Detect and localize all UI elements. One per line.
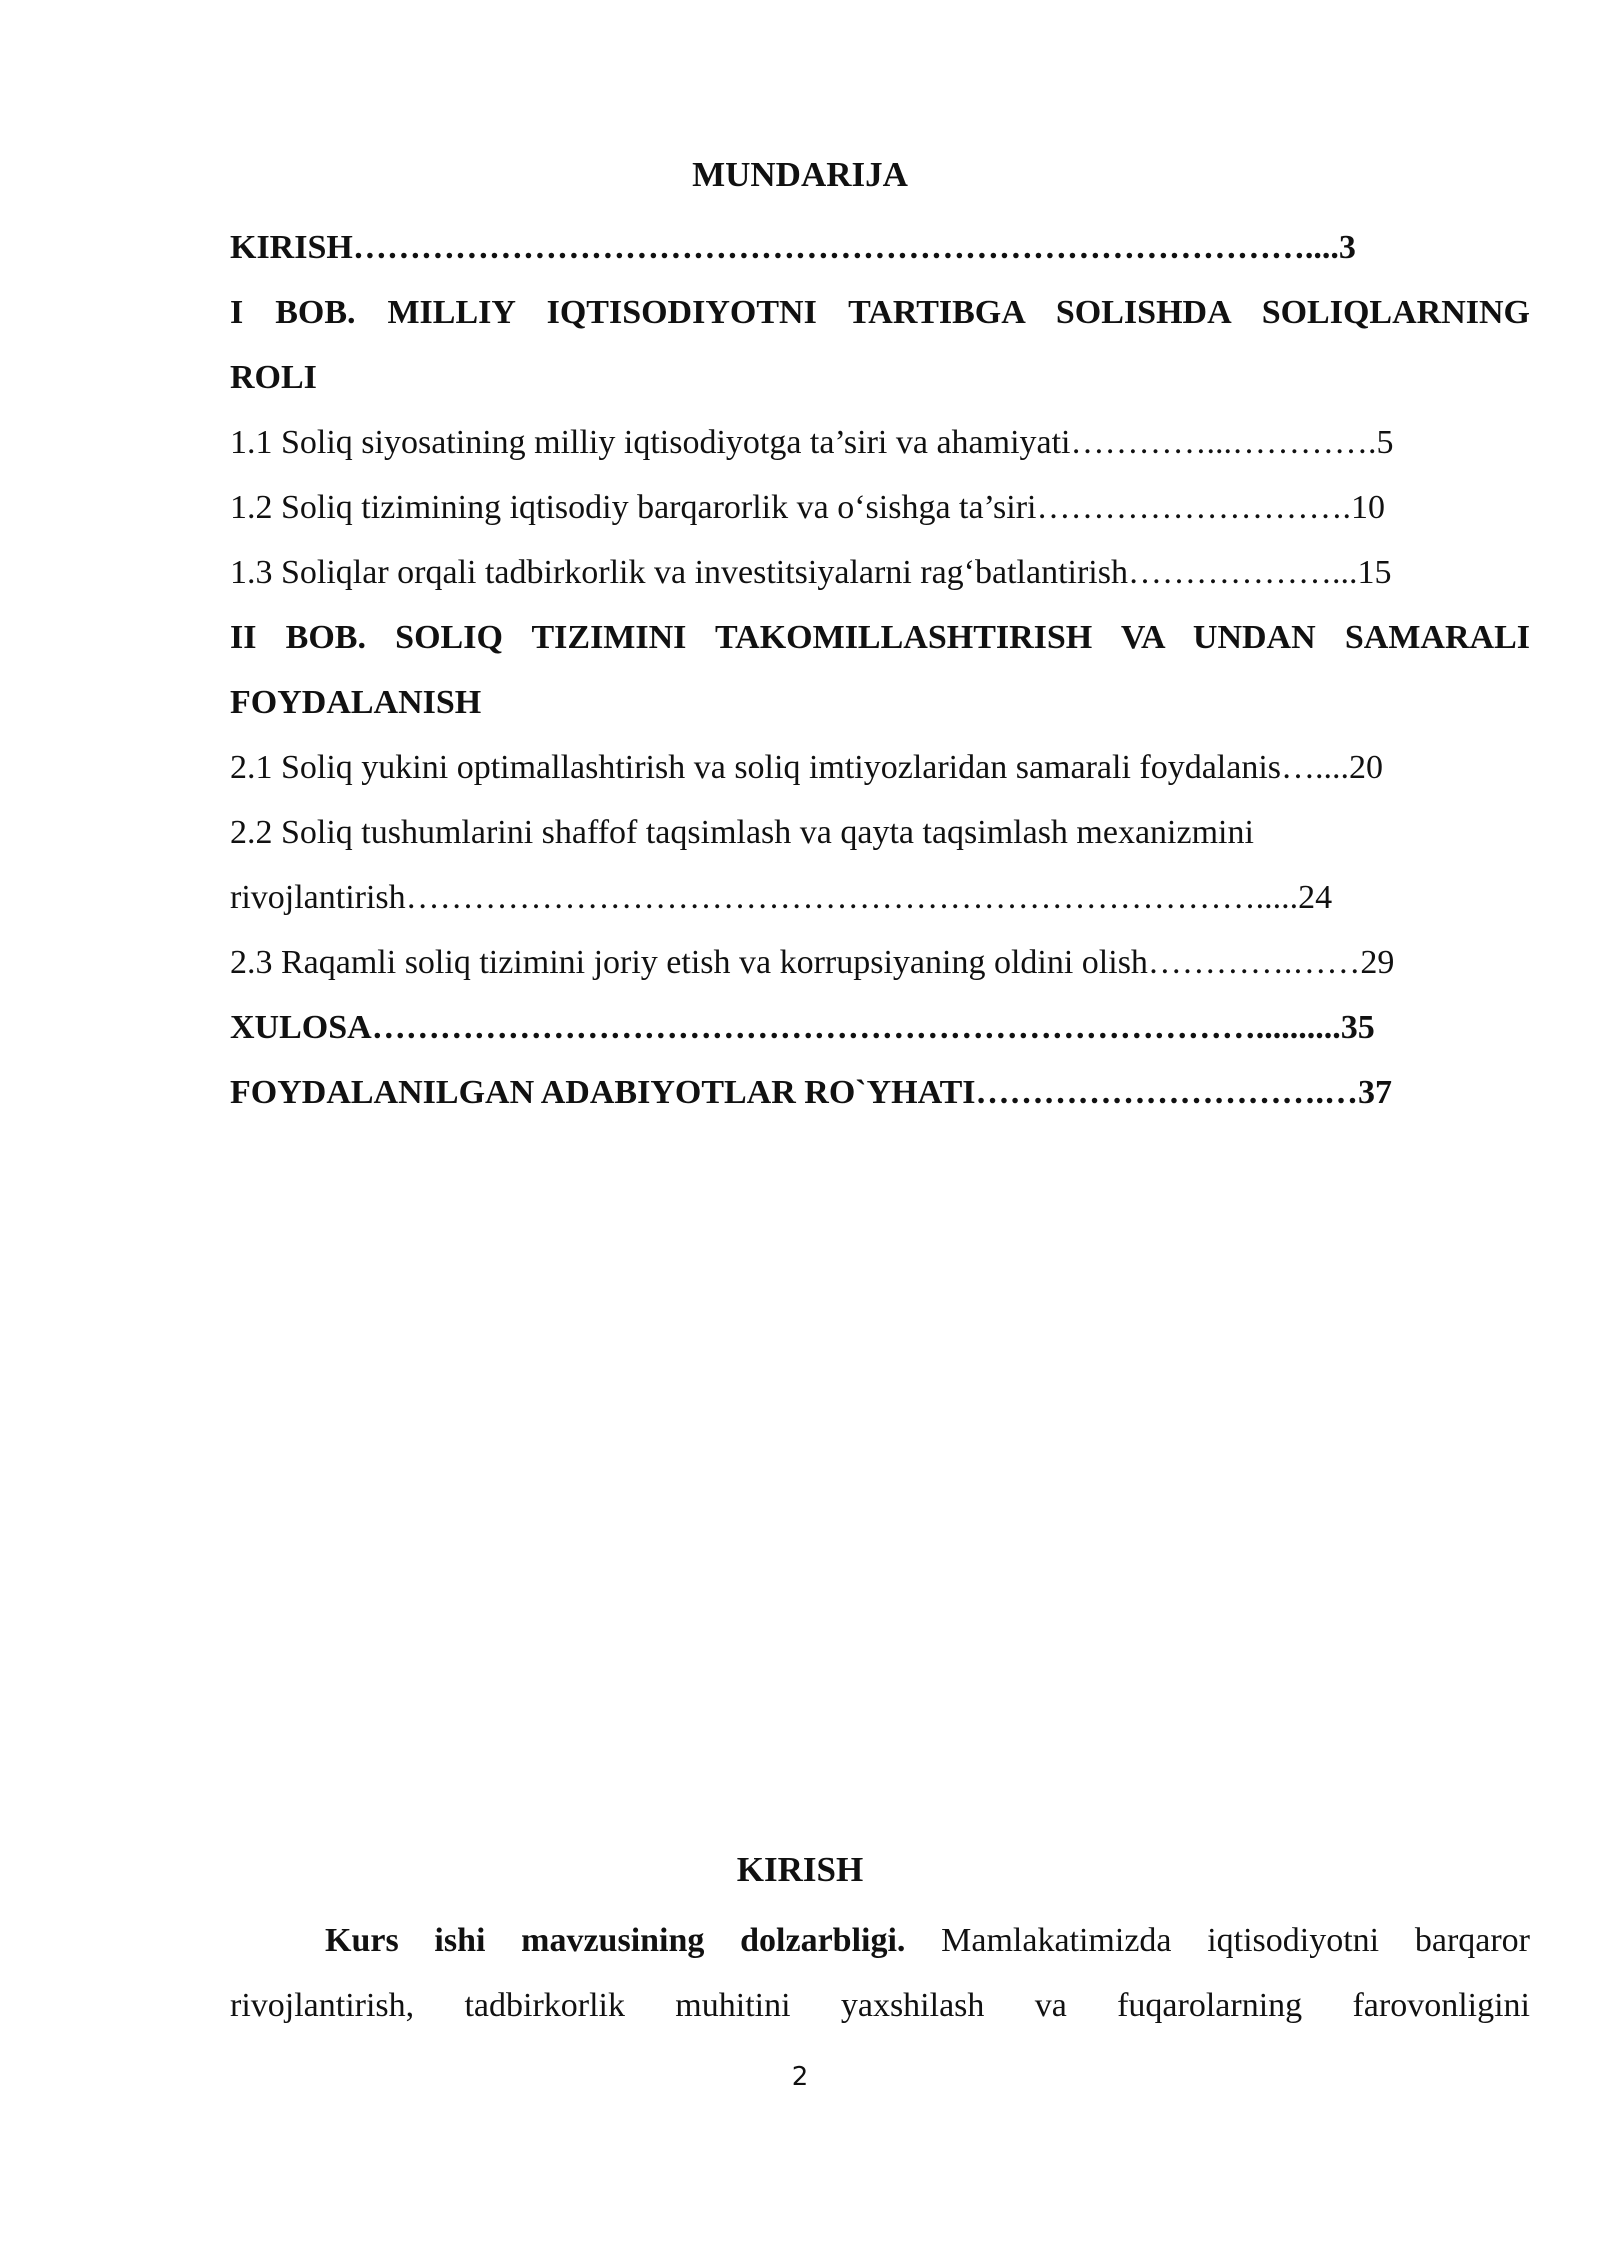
toc-entry-kirish[interactable]: KIRISH…………………………………………………………………………....3 xyxy=(230,229,1356,266)
toc-entry-1-2[interactable]: 1.2 Soliq tizimining iqtisodiy barqarorlik va o‘sishga ta’siri……………………….10 xyxy=(230,489,1385,526)
toc-entry-1-1[interactable]: 1.1 Soliq siyosatining milliy iqtisodiyotga ta’siri va ahamiyati…………...………….5 xyxy=(230,424,1394,461)
toc-entry-xulosa[interactable]: XULOSA……………………………………………………………………..........35 xyxy=(230,1009,1375,1046)
intro-line-1-rest: Mamlakatimizda iqtisodiyotni barqaror xyxy=(941,1922,1530,1959)
toc-entry-2-2-cont[interactable]: rivojlantirish………………………………………………………………….....24 xyxy=(230,879,1333,916)
toc-entry-1-3[interactable]: 1.3 Soliqlar orqali tadbirkorlik va investitsiyalarni rag‘batlantirish………………...15 xyxy=(230,554,1392,591)
toc-entry-references[interactable]: FOYDALANILGAN ADABIYOTLAR RO`YHATI………………………….…37 xyxy=(230,1074,1393,1111)
toc-chapter-2-heading[interactable]: II BOB. SOLIQ TIZIMINI TAKOMILLASHTIRISH VA UNDAN SAMARALI xyxy=(230,619,1530,656)
toc-chapter-1-heading-cont[interactable]: ROLI xyxy=(230,359,317,396)
toc-entry-2-3[interactable]: 2.3 Raqamli soliq tizimini joriy etish va korrupsiyaning oldini olish………….……29 xyxy=(230,944,1395,981)
toc-entry-2-1[interactable]: 2.1 Soliq yukini optimallashtirish va soliq imtiyozlaridan samarali foydalanis…....20 xyxy=(230,749,1384,786)
page-number: 2 xyxy=(791,2062,809,2092)
intro-title: KIRISH xyxy=(736,1850,864,1889)
intro-paragraph xyxy=(230,1908,1530,2038)
intro-line-1 xyxy=(230,1908,1530,1973)
toc-title: MUNDARIJA xyxy=(692,155,908,194)
table-of-contents xyxy=(230,215,1530,1125)
toc-chapter-1-heading[interactable]: I BOB. MILLIY IQTISODIYOTNI TARTIBGA SOLISHDA SOLIQLARNING xyxy=(230,294,1530,331)
intro-line-2: rivojlantirish, tadbirkorlik muhitini yaxshilash va fuqarolarning farovonligini xyxy=(230,1987,1530,2024)
toc-entry-2-2[interactable]: 2.2 Soliq tushumlarini shaffof taqsimlash va qayta taqsimlash mexanizmini xyxy=(230,814,1254,851)
toc-chapter-2-heading-cont[interactable]: FOYDALANISH xyxy=(230,684,482,721)
intro-lead-bold: Kurs ishi mavzusining dolzarbligi. xyxy=(325,1922,906,1959)
